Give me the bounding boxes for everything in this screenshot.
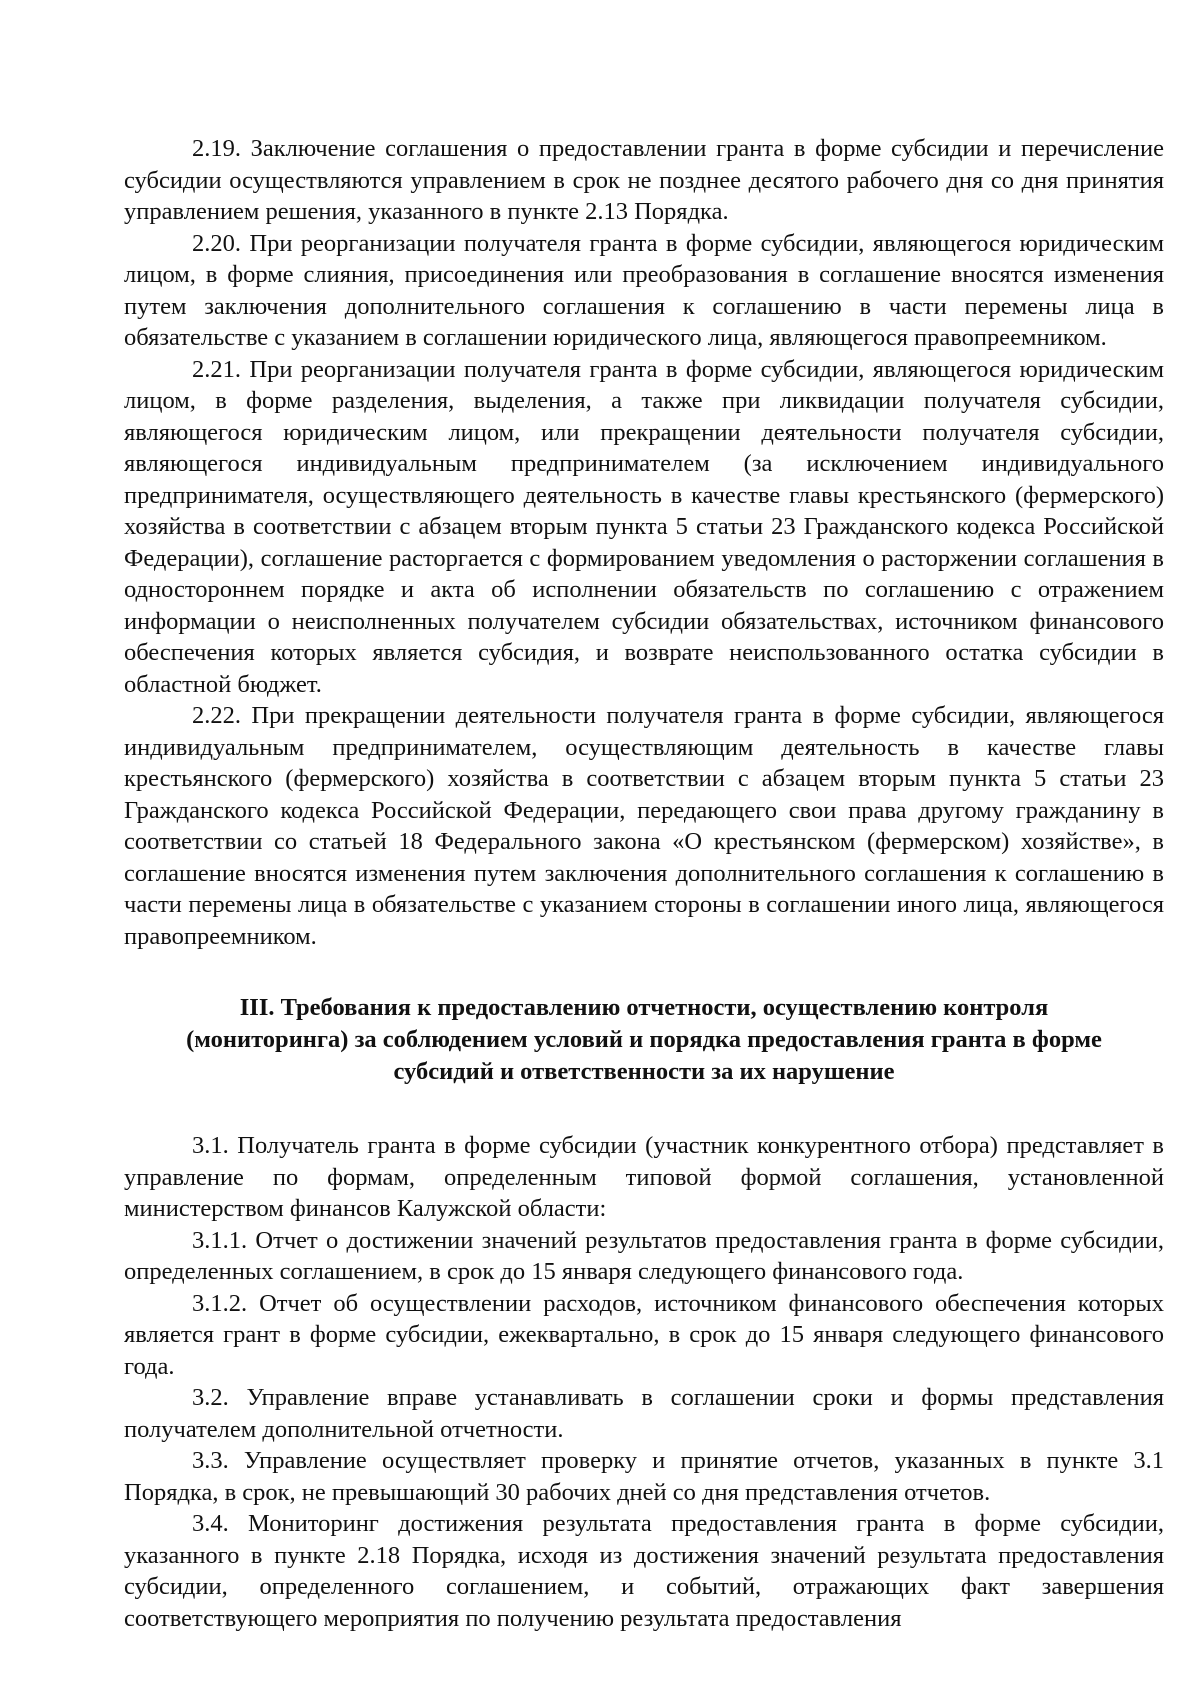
paragraph-3-2: 3.2. Управление вправе устанавливать в соглашении сроки и формы представления получателем дополнительной отчетности. <box>124 1384 1164 1443</box>
section-3-heading-line: субсидий и ответственности за их нарушение <box>393 1058 895 1085</box>
paragraph-2-21: 2.21. При реорганизации получателя гранта в форме субсидии, являющегося юридическим лицом, в форме разделения, выделения, а также при ликвидации получателя субсидии, являющегося юридическим лицом, или прекращении деятельности получателя субсидии, являющегося индивидуальным предпринимателем (за исключением индивидуального предпринимателя, осуществляющего деятельность в качестве главы крестьянского (фермерского) хозяйства в соответствии с абзацем вторым пункта 5 статьи 23 Гражданского кодекса Российской Федерации), соглашение расторгается с формированием уведомления о расторжении соглашения в одностороннем порядке и акта об исполнении обязательств по соглашению с отражением информации о неисполненных получателем субсидии обязательствах, источником финансового обеспечения которых является субсидия, и возврате неиспользованного остатка субсидии в областной бюджет. <box>124 355 1164 698</box>
section-3-heading <box>124 992 1164 1088</box>
section-3-heading-line: III. Требования к предоставлению отчетности, осуществлению контроля <box>239 994 1049 1021</box>
section-3-heading-line: (мониторинга) за соблюдением условий и порядка предоставления гранта в форме <box>186 1026 1102 1053</box>
paragraph-3-3: 3.3. Управление осуществляет проверку и принятие отчетов, указанных в пункте 3.1 Порядка, в срок, не превышающий 30 рабочих дней со дня представления отчетов. <box>124 1447 1164 1506</box>
paragraph-3-1-1: 3.1.1. Отчет о достижении значений результатов предоставления гранта в форме субсидии, определенных соглашением, в срок до 15 января следующего финансового года. <box>124 1226 1164 1285</box>
paragraph-3-4: 3.4. Мониторинг достижения результата предоставления гранта в форме субсидии, указанного в пункте 2.18 Порядка, исходя из достижения значений результата предоставления субсидии, определенного соглашением, и событий, отражающих факт завершения соответствующего мероприятия по получению результата предоставления <box>124 1510 1164 1632</box>
paragraph-2-20: 2.20. При реорганизации получателя гранта в форме субсидии, являющегося юридическим лицом, в форме слияния, присоединения или преобразования в соглашение вносятся изменения путем заключения дополнительного соглашения к соглашению в части перемены лица в обязательстве с указанием в соглашении юридического лица, являющегося правопреемником. <box>124 229 1164 351</box>
paragraph-2-19: 2.19. Заключение соглашения о предоставлении гранта в форме субсидии и перечисление субсидии осуществляются управлением в срок не позднее десятого рабочего дня со дня принятия управлением решения, указанного в пункте 2.13 Порядка. <box>124 135 1164 225</box>
paragraph-2-22: 2.22. При прекращении деятельности получателя гранта в форме субсидии, являющегося индивидуальным предпринимателем, осуществляющим деятельность в качестве главы крестьянского (фермерского) хозяйства в соответствии с абзацем вторым пункта 5 статьи 23 Гражданского кодекса Российской Федерации, передающего свои права другому гражданину в соответствии со статьей 18 Федерального закона «О крестьянском (фермерском) хозяйстве», в соглашение вносятся изменения путем заключения дополнительного соглашения к соглашению в части перемены лица в обязательстве с указанием стороны в соглашении иного лица, являющегося правопреемником. <box>124 702 1164 950</box>
paragraph-3-1: 3.1. Получатель гранта в форме субсидии (участник конкурентного отбора) представляет в управление по формам, определенным типовой формой соглашения, установленной министерством финансов Калужской области: <box>124 1132 1164 1222</box>
document-page <box>124 133 1164 1634</box>
paragraph-3-1-2: 3.1.2. Отчет об осуществлении расходов, источником финансового обеспечения которых является грант в форме субсидии, ежеквартально, в срок до 15 января следующего финансового года. <box>124 1289 1164 1380</box>
